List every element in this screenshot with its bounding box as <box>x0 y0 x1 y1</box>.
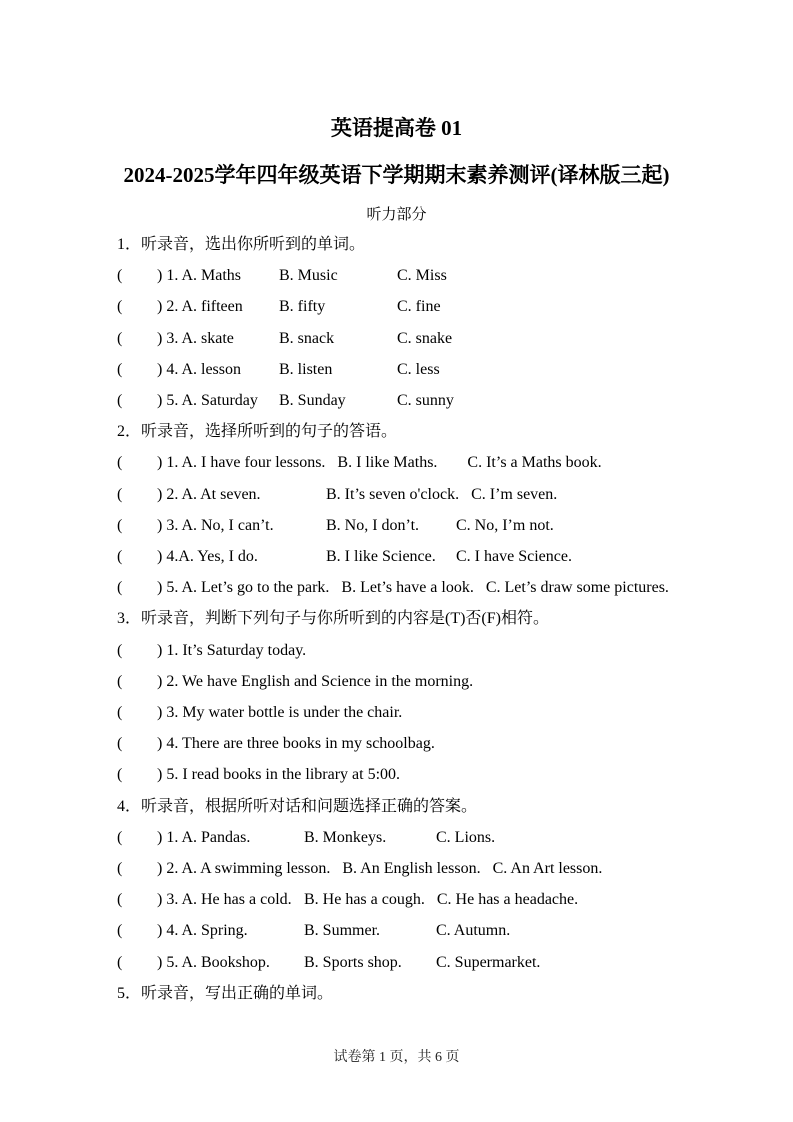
answer-paren: ( <box>117 860 123 878</box>
option-a: ) 1. A. Maths <box>157 267 241 285</box>
answer-paren: ( <box>117 953 123 971</box>
option-c: C. Supermarket. <box>436 953 541 971</box>
answer-paren: ( <box>117 485 123 503</box>
option-b: B. It’s seven o'clock. <box>326 485 460 503</box>
option-b: B. Summer. <box>304 922 381 940</box>
option-c: C. An Art lesson. <box>492 860 603 878</box>
option-c: C. sunny <box>397 392 454 410</box>
answer-row <box>117 541 793 572</box>
option-b: B. He has a cough. <box>304 891 425 909</box>
option-a: ) 1. A. I have four lessons. <box>157 454 326 472</box>
answer-paren: ( <box>117 828 123 846</box>
answer-row <box>117 759 793 790</box>
answer-paren: ( <box>117 298 123 316</box>
statement: ) 5. I read books in the library at 5:00. <box>157 766 401 784</box>
statement: ) 4. There are three books in my schoolbag. <box>157 735 435 753</box>
question-list <box>117 229 793 1009</box>
answer-paren: ( <box>117 548 123 566</box>
option-c: C. fine <box>397 298 441 316</box>
answer-row <box>117 822 793 853</box>
option-a: ) 3. A. No, I can’t. <box>157 516 274 534</box>
option-a: ) 3. A. He has a cold. <box>157 891 292 909</box>
answer-row <box>117 728 793 759</box>
section-heading-listening: 听力部分 <box>366 207 427 223</box>
option-b: B. snack <box>279 329 335 347</box>
answer-paren: ( <box>117 579 123 597</box>
question-5-prompt: 5．听录音，写出正确的单词。 <box>117 984 334 1002</box>
answer-row <box>117 354 793 385</box>
option-a: ) 4. A. lesson <box>157 360 241 378</box>
option-c: C. He has a headache. <box>436 891 579 909</box>
answer-paren: ( <box>117 516 123 534</box>
question-1-prompt: 1．听录音，选出你所听到的单词。 <box>117 236 366 253</box>
question-3-prompt: 3．听录音，判断下列句子与你所听到的内容是(T)否(F)相符。 <box>117 610 549 628</box>
answer-row <box>117 572 793 603</box>
option-a: ) 2. A. A swimming lesson. <box>157 860 331 878</box>
option-a: ) 5. A. Bookshop. <box>157 953 270 971</box>
option-c: C. less <box>397 360 440 378</box>
option-b: B. I like Science. <box>326 548 436 566</box>
option-a: ) 3. A. skate <box>157 329 234 347</box>
answer-paren: ( <box>117 891 123 909</box>
answer-paren: ( <box>117 922 123 940</box>
answer-paren: ( <box>117 267 123 285</box>
option-c: C. I’m seven. <box>471 485 558 503</box>
answer-row <box>117 666 793 697</box>
answer-row <box>117 260 793 291</box>
page-title: 英语提高卷 01 <box>330 116 463 140</box>
option-c: C. It’s a Maths book. <box>467 454 602 472</box>
page-subtitle: 2024-2025学年四年级英语下学期期末素养测评(译林版三起) <box>123 163 670 187</box>
option-b: B. Music <box>279 267 338 285</box>
answer-row <box>117 635 793 666</box>
answer-row <box>117 884 793 915</box>
answer-row <box>117 385 793 416</box>
option-c: C. Miss <box>397 267 447 285</box>
answer-row <box>117 915 793 946</box>
option-b: B. An English lesson. <box>342 860 481 878</box>
answer-row <box>117 323 793 354</box>
answer-paren: ( <box>117 704 123 722</box>
statement: ) 1. It’s Saturday today. <box>157 641 307 659</box>
answer-row <box>117 947 793 978</box>
option-a: ) 5. A. Saturday <box>157 392 258 410</box>
option-a: ) 2. A. fifteen <box>157 298 243 316</box>
option-b: B. No, I don’t. <box>326 516 420 534</box>
option-a: ) 4.A. Yes, I do. <box>157 548 258 566</box>
answer-row <box>117 479 793 510</box>
answer-paren: ( <box>117 641 123 659</box>
question-2-prompt: 2．听录音，选择所听到的句子的答语。 <box>117 423 398 441</box>
option-b: B. Sunday <box>279 392 346 410</box>
option-b: B. I like Maths. <box>337 454 438 472</box>
option-b: B. Sports shop. <box>304 953 402 971</box>
option-c: C. snake <box>397 329 453 347</box>
option-c: C. Let’s draw some pictures. <box>485 579 669 597</box>
answer-paren: ( <box>117 360 123 378</box>
option-b: B. listen <box>279 360 333 378</box>
page-footer: 试卷第 1 页，共 6 页 <box>333 1050 460 1065</box>
option-c: C. Autumn. <box>436 922 511 940</box>
question-4-prompt: 4．听录音，根据所听对话和问题选择正确的答案。 <box>117 797 478 815</box>
answer-row <box>117 697 793 728</box>
option-a: ) 2. A. At seven. <box>157 485 261 503</box>
answer-paren: ( <box>117 329 123 347</box>
answer-paren: ( <box>117 454 123 472</box>
option-b: B. Monkeys. <box>304 828 387 846</box>
answer-row <box>117 853 793 884</box>
answer-paren: ( <box>117 392 123 410</box>
option-c: C. I have Science. <box>456 548 572 566</box>
answer-paren: ( <box>117 766 123 784</box>
option-c: C. Lions. <box>436 828 496 846</box>
answer-row <box>117 510 793 541</box>
option-c: C. No, I’m not. <box>456 516 554 534</box>
option-b: B. Let’s have a look. <box>341 579 474 597</box>
answer-row <box>117 447 793 478</box>
answer-row <box>117 291 793 322</box>
answer-paren: ( <box>117 672 123 690</box>
option-b: B. fifty <box>279 298 326 316</box>
option-a: ) 1. A. Pandas. <box>157 828 251 846</box>
option-a: ) 4. A. Spring. <box>157 922 248 940</box>
option-a: ) 5. A. Let’s go to the park. <box>157 579 330 597</box>
answer-paren: ( <box>117 735 123 753</box>
statement: ) 2. We have English and Science in the morning. <box>157 672 474 690</box>
statement: ) 3. My water bottle is under the chair. <box>157 704 403 722</box>
